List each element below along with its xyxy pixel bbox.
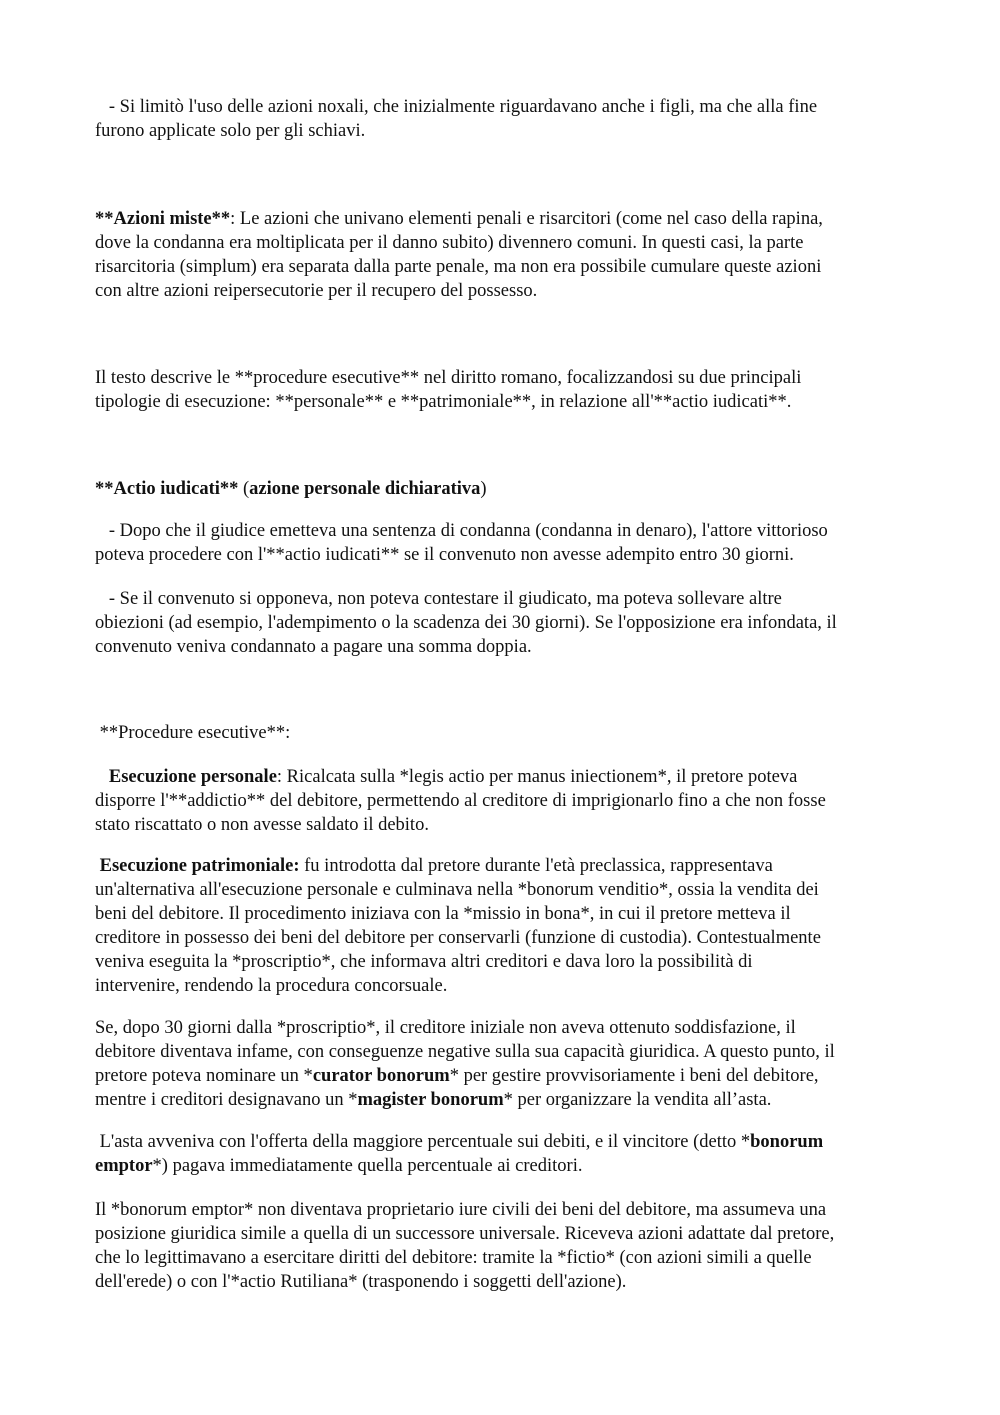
paragraph-esecuzione-personale (95, 765, 925, 837)
text-run: pretore poteva nominare un * (95, 1066, 313, 1086)
paragraph-actio-iudicati-1 (95, 519, 925, 567)
text-run: *) pagava immediatamente quella percentuale ai creditori. (152, 1156, 583, 1176)
text-run: convenuto veniva condannato a pagare una somma doppia. (95, 637, 532, 657)
text-line (95, 765, 925, 789)
text-line (95, 255, 925, 279)
text-line (95, 854, 925, 878)
text-run: veniva eseguita la *proscriptio*, che informava altri creditori e dava loro la possibilità di (95, 952, 753, 972)
text-line (95, 813, 925, 837)
text-run: ( (238, 479, 250, 499)
text-line (95, 1222, 925, 1246)
bold-text-run: curator bonorum (312, 1066, 450, 1086)
text-line (95, 477, 925, 501)
text-run: - Se il convenuto si opponeva, non poteva contestare il giudicato, ma poteva sollevare altre (95, 589, 782, 609)
text-line (95, 587, 925, 611)
paragraph-asta (95, 1130, 925, 1178)
text-line (95, 789, 925, 813)
paragraph-proscriptio (95, 1016, 925, 1112)
bold-text-run: azione personale dichiarativa (249, 479, 481, 499)
text-run: L'asta avveniva con l'offerta della maggiore percentuale sui debiti, e il vincitore (detto * (95, 1132, 751, 1152)
bold-text-run: emptor (95, 1156, 153, 1176)
text-run: fu introdotta dal pretore durante l'età preclassica, rappresentava (299, 856, 773, 876)
text-run: * per gestire provvisoriamente i beni del debitore, (449, 1066, 819, 1086)
text-line (95, 119, 925, 143)
bold-text-run: Esecuzione patrimoniale: (99, 856, 300, 876)
paragraph-bonorum-emptor (95, 1198, 925, 1294)
text-line (95, 366, 925, 390)
text-run: un'alternativa all'esecuzione personale e culminava nella *bonorum venditio*, ossia la vendita dei (95, 880, 819, 900)
text-line (95, 926, 925, 950)
text-run: poteva procedere con l'**actio iudicati** se il convenuto non avesse adempito entro 30 giorni. (95, 545, 794, 565)
text-run: intervenire, rendendo la procedura concorsuale. (95, 976, 448, 996)
text-run: **Procedure esecutive**: (95, 723, 291, 743)
bold-text-run: **Actio iudicati** (95, 479, 239, 499)
text-run: beni del debitore. Il procedimento iniziava con la *missio in bona*, in cui il pretore metteva il (95, 904, 791, 924)
bold-text-run: magister bonorum (357, 1090, 504, 1110)
bold-text-run: Esecuzione personale (108, 767, 277, 787)
paragraph-actio-iudicati-2 (95, 587, 925, 659)
text-line (95, 950, 925, 974)
text-run: Se, dopo 30 giorni dalla *proscriptio*, il creditore iniziale non aveva ottenuto soddisfazione, il (95, 1018, 796, 1038)
text-line (95, 902, 925, 926)
text-line (95, 207, 925, 231)
text-line (95, 519, 925, 543)
text-line (95, 1040, 925, 1064)
paragraph-esecuzione-patrimoniale (95, 854, 925, 998)
heading-actio-iudicati (95, 477, 925, 501)
bold-text-run: bonorum (750, 1132, 824, 1152)
text-run: furono applicate solo per gli schiavi. (95, 121, 366, 141)
text-line (95, 543, 925, 567)
heading-procedure-esecutive (95, 721, 925, 745)
text-line (95, 1154, 925, 1178)
text-run: con altre azioni reipersecutorie per il recupero del possesso. (95, 281, 538, 301)
text-run: tipologie di esecuzione: **personale** e **patrimoniale**, in relazione all'**actio iudicati**. (95, 392, 792, 412)
text-run: obiezioni (ad esempio, l'adempimento o la scadenza dei 30 giorni). Se l'opposizione era infondata, il (95, 613, 837, 633)
text-line (95, 721, 925, 745)
text-line (95, 1246, 925, 1270)
text-run: * per organizzare la vendita all’asta. (503, 1090, 772, 1110)
text-line (95, 1198, 925, 1222)
text-line (95, 878, 925, 902)
bold-text-run: **Azioni miste** (95, 209, 231, 229)
text-run: disporre l'**addictio** del debitore, permettendo al creditore di imprigionarlo fino a che non fosse (95, 791, 826, 811)
paragraph-azioni-miste (95, 207, 925, 303)
text-run: Il *bonorum emptor* non diventava proprietario iure civili dei beni del debitore, ma assumeva una (95, 1200, 827, 1220)
text-run: Il testo descrive le **procedure esecutive** nel diritto romano, focalizzandosi su due principali (95, 368, 802, 388)
text-run: ) (480, 479, 487, 499)
text-run: dell'erede) o con l'*actio Rutiliana* (trasponendo i soggetti dell'azione). (95, 1272, 627, 1292)
text-line (95, 635, 925, 659)
text-line (95, 611, 925, 635)
text-line (95, 390, 925, 414)
text-run: - Si limitò l'uso delle azioni noxali, che inizialmente riguardavano anche i figli, ma che alla fine (95, 97, 818, 117)
text-run: posizione giuridica simile a quella di un successore universale. Riceveva azioni adattate dal pretore, (95, 1224, 835, 1244)
text-line (95, 1270, 925, 1294)
text-line (95, 1088, 925, 1112)
text-run: che lo legittimavano a esercitare diritti del debitore: tramite la *fictio* (con azioni simili a quelle (95, 1248, 812, 1268)
text-line (95, 95, 925, 119)
text-line (95, 231, 925, 255)
paragraph-noxal-actions (95, 95, 925, 143)
text-run: risarcitoria (simplum) era separata dalla parte penale, ma non era possibile cumulare queste azioni (95, 257, 822, 277)
paragraph-intro (95, 366, 925, 414)
text-run: dove la condanna era moltiplicata per il danno subito) divennero comuni. In questi casi, la parte (95, 233, 804, 253)
text-line (95, 1130, 925, 1154)
text-run: creditore in possesso dei beni del debitore per conservarli (funzione di custodia). Contestualmente (95, 928, 821, 948)
text-run: : Le azioni che univano elementi penali e risarcitori (come nel caso della rapina, (230, 209, 823, 229)
text-line (95, 974, 925, 998)
text-line (95, 1016, 925, 1040)
text-run: stato riscattato o non avesse saldato il debito. (95, 815, 429, 835)
text-line (95, 1064, 925, 1088)
text-run: debitore diventava infame, con conseguenze negative sulla sua capacità giuridica. A questo punto, il (95, 1042, 835, 1062)
text-run: - Dopo che il giudice emetteva una sentenza di condanna (condanna in denaro), l'attore vittorioso (95, 521, 828, 541)
text-line (95, 279, 925, 303)
text-run: mentre i creditori designavano un * (95, 1090, 358, 1110)
text-run (95, 767, 109, 787)
text-run: : Ricalcata sulla *legis actio per manus iniectionem*, il pretore poteva (276, 767, 798, 787)
